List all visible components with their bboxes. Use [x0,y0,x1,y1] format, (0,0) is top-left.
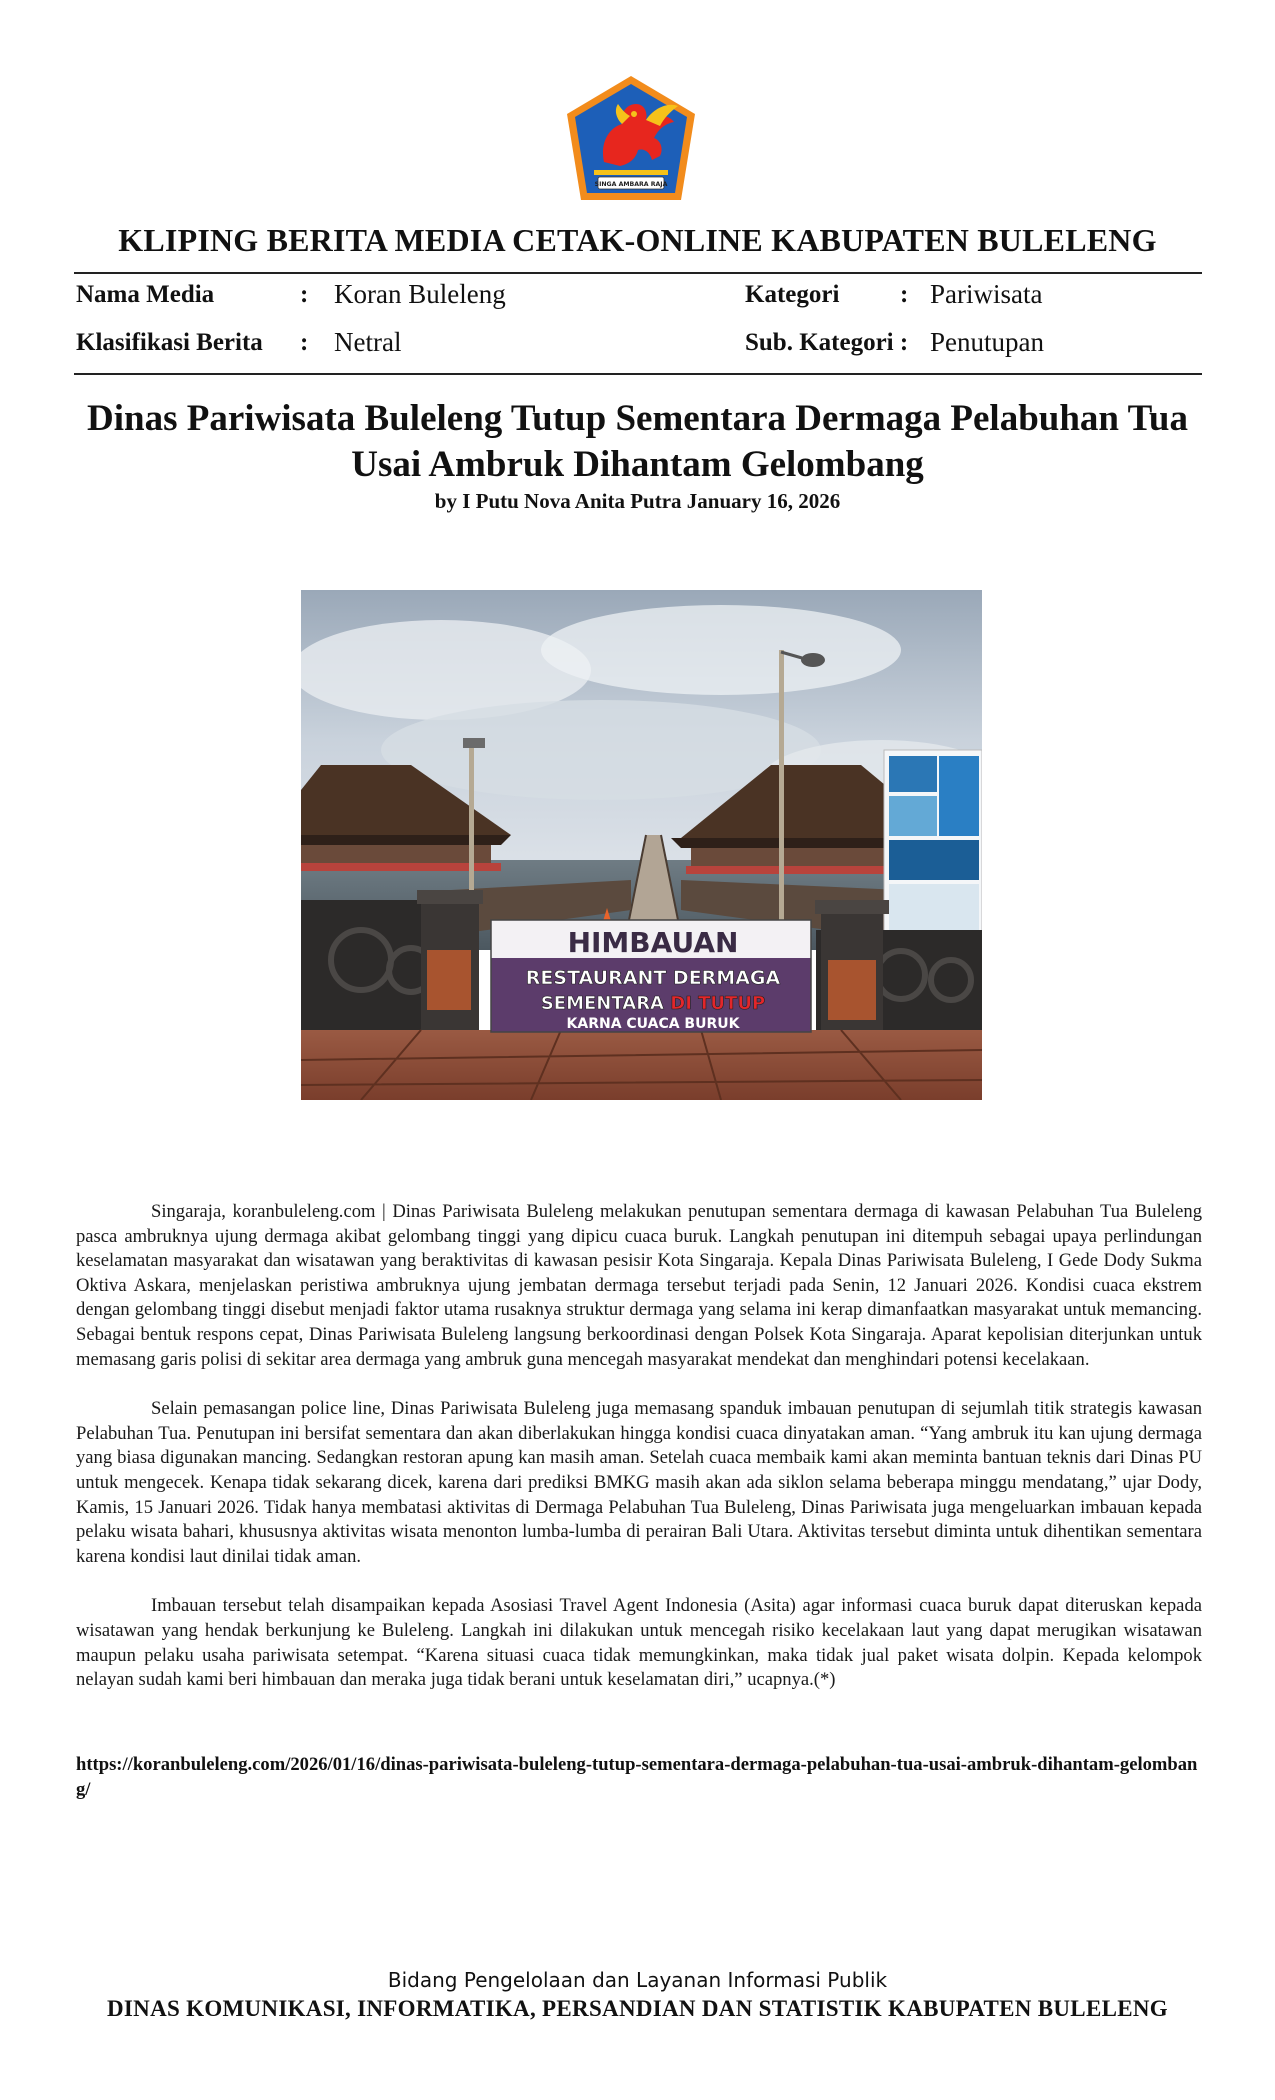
meta-media-colon: : [300,281,309,308]
footer-agency: DINAS KOMUNIKASI, INFORMATIKA, PERSANDIAN DAN STATISTIK KABUPATEN BULELENG [107,1996,1168,2021]
svg-text:SEMENTARA DI TUTUP: SEMENTARA DI TUTUP [540,993,766,1014]
source-url-link[interactable]: https://koranbuleleng.com/2026/01/16/dinas-pariwisata-buleleng-tutup-sementara-dermaga-pelabuhan-tua-usai-ambruk-dihantam-gelombang/ [76,1754,1198,1800]
top-divider [74,272,1202,274]
meta-sub-kategori-label: Sub. Kategori : [745,329,909,356]
svg-text:HIMBAUAN: HIMBAUAN [567,926,739,959]
article-paragraph: Singaraja, koranbuleleng.com | Dinas Pariwisata Buleleng melakukan penutupan sementara dermaga di kawasan Pelabuhan Tua Buleleng pasca ambruknya ujung dermaga akibat gelombang tinggi yang dipicu cuaca buruk. Langkah penutupan ini ditempuh sebagai upaya perlindungan keselamatan masyarakat dan wisatawan yang beraktivitas di kawasan pesisir Kota Singaraja. Kepala Dinas Pariwisata Buleleng, I Gede Dody Sukma Oktiva Askara, menjelaskan peristiwa ambruknya ujung jembatan dermaga tersebut terjadi pada Senin, 12 Januari 2026. Kondisi cuaca ekstrem dengan gelombang tinggi disebut menjadi faktor utama rusaknya struktur dermaga yang selama ini kerap dimanfaatkan masyarakat untuk memancing. Sebagai bentuk respons cepat, Dinas Pariwisata Buleleng langsung berkoordinasi dengan Polsek Kota Singaraja. Aparat kepolisian diterjunkan untuk memasang garis polisi di sekitar area dermaga yang ambruk guna mencegah masyarakat mendekat dan menghindari potensi kecelakaan. [76,1201,1202,1370]
garuda-lion-crest-icon [564,74,698,202]
bottom-divider [74,373,1202,375]
article-photo [301,590,982,1100]
footer-department: Bidang Pengelolaan dan Layanan Informasi Publik [387,1968,888,1992]
svg-text:SINGA AMBARA RAJA: SINGA AMBARA RAJA [594,181,668,188]
himbauan-banner [491,920,811,1032]
kliping-title: KLIPING BERITA MEDIA CETAK-ONLINE KABUPATEN BULELENG [118,222,1157,258]
meta-media-value: Koran Buleleng [334,279,506,309]
meta-kategori-value: Pariwisata [930,279,1043,309]
meta-klasifikasi-value: Netral [334,327,402,357]
article-title: Dinas Pariwisata Buleleng Tutup Sementara Dermaga Pelabuhan Tua Usai Ambruk Dihantam Gelombang [87,398,1188,485]
meta-kategori-label: Kategori [745,281,840,308]
article-body [76,1200,1202,1718]
meta-sub-kategori-value: Penutupan [930,327,1044,357]
buleleng-crest-logo [564,74,698,202]
meta-klasifikasi-label: Klasifikasi Berita [76,329,263,356]
meta-kategori-colon: : [900,281,909,308]
svg-text:RESTAURANT DERMAGA: RESTAURANT DERMAGA [525,967,781,989]
meta-klasifikasi-colon: : [300,329,309,356]
article-byline: by I Putu Nova Anita Putra January 16, 2026 [434,489,841,513]
meta-media-label: Nama Media [76,281,215,308]
article-paragraph: Selain pemasangan police line, Dinas Pariwisata Buleleng juga memasang spanduk imbauan penutupan di sejumlah titik strategis kawasan Pelabuhan Tua. Penutupan ini bersifat sementara dan akan diberlakukan hingga kondisi cuaca dinyatakan aman. “Yang ambruk itu kan ujung dermaga yang biasa digunakan mancing. Sedangkan restoran apung kan masih aman. Setelah cuaca membaik kami akan meminta bantuan teknis dari Dinas PU untuk mengecek. Kenapa tidak sekarang dicek, karena dari prediksi BMKG masih akan ada siklon selama beberapa minggu mendatang,” ujar Dody, Kamis, 15 Januari 2026. Tidak hanya membatasi aktivitas di Dermaga Pelabuhan Tua Buleleng, Dinas Pariwisata juga mengeluarkan imbauan kepada pelaku wisata bahari, khususnya aktivitas wisata menonton lumba-lumba di perairan Bali Utara. Aktivitas tersebut diminta untuk dihentikan sementara karena kondisi laut dinilai tidak aman. [76,1398,1202,1567]
article-paragraph: Imbauan tersebut telah disampaikan kepada Asosiasi Travel Agent Indonesia (Asita) agar informasi cuaca buruk dapat diteruskan kepada wisatawan yang hendak berkunjung ke Buleleng. Langkah ini dilakukan untuk mencegah risiko kecelakaan laut yang dapat merugikan wisatawan maupun pelaku usaha pariwisata setempat. “Karena situasi cuaca tidak memungkinkan, maka tidak jual paket wisata dolpin. Kepada kelompok nelayan sudah kami beri himbauan dan meraka juga tidak berani untuk keselamatan diri,” ucapnya.(*) [76,1595,1202,1691]
svg-text:KARNA CUACA BURUK: KARNA CUACA BURUK [566,1016,740,1032]
